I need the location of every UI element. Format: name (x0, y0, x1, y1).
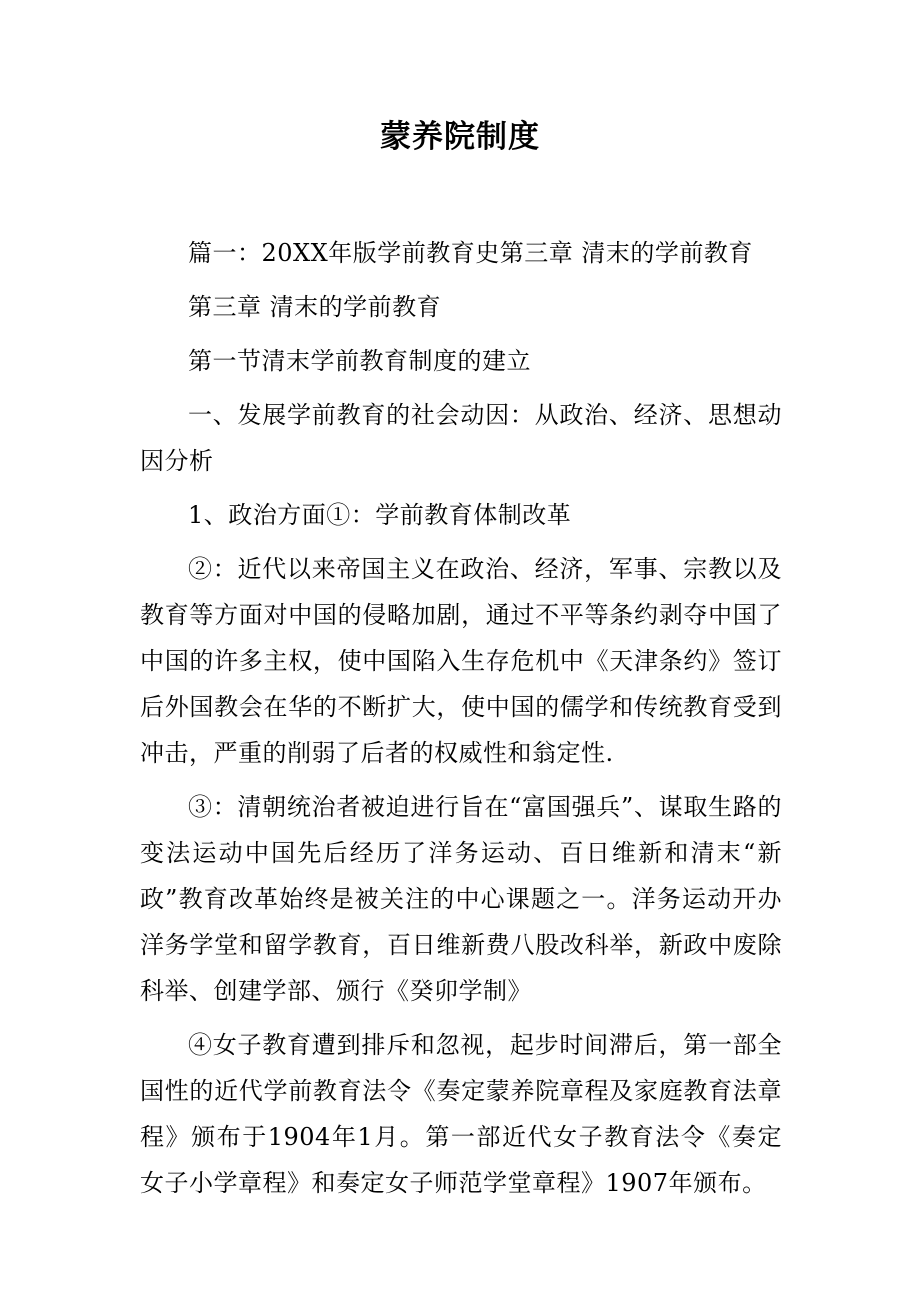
paragraph-chapter-title: 第三章 清末的学前教育 (188, 293, 442, 321)
document-title: 蒙养院制度 (380, 119, 540, 155)
paragraph-point-2: ②：近代以来帝国主义在政治、经济，军事、宗教以及教育等方面对中国的侵略加剧，通过不平等条约剥夺中国了中国的许多主权，使中国陷入生存危机中《天津条约》签订后外国教会在华的不断扩大，使中国的儒学和传统教育受到冲击，严重的削弱了后者的权威性和翁定性. (140, 555, 782, 767)
paragraph-subsection-title: 一、发展学前教育的社会动因：从政治、经济、思想动因分析 (140, 401, 782, 475)
paragraph-point-1: 1、政治方面①：学前教育体制改革 (188, 501, 572, 529)
paragraph-section-title: 第一节清末学前教育制度的建立 (188, 347, 531, 375)
paragraph-chapter-heading: 篇一：20XX年版学前教育史第三章 清末的学前教育 (188, 239, 753, 267)
paragraph-point-4: ④女子教育遭到排斥和忽视，起步时间滞后，第一部全国性的近代学前教育法令《奏定蒙养院章程及家庭教育法章程》颁布于1904年1月。第一部近代女子教育法令《奏定女子小学章程》和奏定女子师范学堂章程》1907年颁布。 (140, 1031, 782, 1197)
paragraph-point-3: ③：清朝统治者被迫进行旨在“富国强兵”、谋取生路的变法运动中国先后经历了洋务运动、百日维新和清末“新政”教育改革始终是被关注的中心课题之一。洋务运动开办洋务学堂和留学教育，百日维新费八股改科举，新政中废除科举、创建学部、颁行《癸卯学制》 (140, 793, 782, 1005)
document-body (140, 222, 782, 1206)
